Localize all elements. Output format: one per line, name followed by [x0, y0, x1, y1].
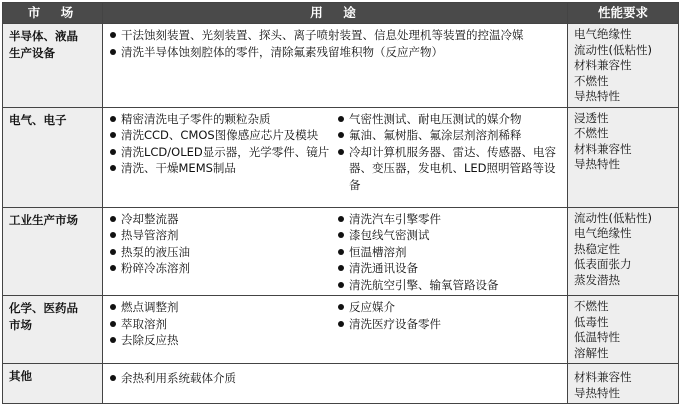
performance-item: 低毒性 [574, 314, 609, 329]
market-cell [3, 207, 103, 296]
performance-item: 材料兼容性 [574, 58, 632, 72]
use-item: 清洗通讯设备 [337, 260, 565, 277]
use-item: 精密清洗电子零件的颗粒杂质 [109, 111, 337, 128]
use-item: 清洗半导体蚀刻腔体的零件，清除氟素残留堆积物（反应产物） [109, 44, 565, 61]
performance-cell [568, 24, 679, 108]
header-performance: 性能要求 [568, 3, 679, 24]
market-text: 电气、电子 [9, 112, 67, 127]
performance-item: 电气绝缘性 [574, 226, 632, 240]
use-item: 萃取溶剂 [109, 316, 337, 333]
use-item: 反应媒介 [337, 299, 565, 316]
use-column-right [337, 299, 565, 349]
performance-item: 导热特性 [574, 89, 620, 103]
use-item: 清洗CCD、CMOS图像感应芯片及模块 [109, 127, 337, 144]
table-row [3, 107, 679, 207]
table-row [3, 207, 679, 296]
performance-cell [568, 207, 679, 296]
market-text: 生产设备 [9, 46, 55, 60]
table-row [3, 296, 679, 364]
use-column-right [337, 211, 565, 294]
performance-item: 不燃性 [574, 299, 609, 313]
use-cell [103, 107, 568, 207]
use-column-left [109, 299, 337, 349]
use-cell [103, 24, 568, 108]
use-item: 余热利用系统载体介质 [109, 370, 565, 387]
performance-item: 导热特性 [574, 157, 620, 171]
market-cell [3, 364, 103, 404]
header-use: 用 途 [103, 3, 568, 24]
use-item: 冷却整流器 [109, 211, 337, 228]
performance-item: 低温特性 [574, 330, 620, 344]
use-item: 热导管溶剂 [109, 227, 337, 244]
performance-item: 流动性(低粘性) [574, 42, 652, 57]
header-row [3, 3, 679, 24]
performance-cell [568, 107, 679, 207]
market-cell [3, 24, 103, 108]
use-item: 氟油、氟树脂、氟涂层剂溶剂稀释 [337, 127, 565, 144]
performance-item: 不燃性 [574, 73, 609, 88]
use-item: 燃点调整剂 [109, 299, 337, 316]
use-item: 清洗汽车引擎零件 [337, 211, 565, 228]
table-row [3, 24, 679, 108]
performance-item: 浸透性 [574, 110, 609, 125]
use-item: 清洗医疗设备零件 [337, 316, 565, 333]
table-row [3, 364, 679, 404]
use-cell [103, 364, 568, 404]
use-item: 热泵的液压油 [109, 244, 337, 261]
performance-cell [568, 364, 679, 404]
market-text: 其他 [9, 369, 32, 383]
performance-item: 不燃性 [574, 126, 609, 140]
performance-item: 材料兼容性 [574, 141, 632, 156]
use-item: 清洗航空引擎、输氧管路设备 [337, 277, 565, 294]
market-text: 工业生产市场 [9, 212, 78, 227]
market-cell [3, 107, 103, 207]
market-text: 半导体、液晶 [9, 29, 78, 43]
market-text: 化学、医药品 [9, 301, 78, 315]
use-item: 冷却计算机服务器、雷达、传感器、电容器、变压器，发电机、LED照明管路等设备 [337, 144, 565, 194]
header-market: 市 场 [3, 3, 103, 24]
use-item: 气密性测试、耐电压测试的媒介物 [337, 111, 565, 128]
performance-item: 导热特性 [574, 385, 620, 400]
applications-table [2, 2, 679, 404]
market-text: 市场 [9, 318, 32, 332]
use-item: 恒温槽溶剂 [337, 244, 565, 261]
use-item: 漆包线气密测试 [337, 227, 565, 244]
performance-item: 电气绝缘性 [574, 27, 632, 41]
performance-item: 材料兼容性 [574, 370, 632, 384]
performance-cell [568, 296, 679, 364]
use-item: 清洗、干燥MEMS制品 [109, 160, 337, 177]
use-column-left [109, 211, 337, 294]
use-cell [103, 207, 568, 296]
market-cell [3, 296, 103, 364]
performance-item: 蒸发潜热 [574, 272, 620, 287]
performance-item: 热稳定性 [574, 241, 620, 256]
use-item: 粉碎冷冻溶剂 [109, 260, 337, 277]
performance-item: 流动性(低粘性) [574, 210, 652, 225]
use-column-right [337, 111, 565, 194]
use-item: 清洗LCD/OLED显示器，光学零件、镜片 [109, 144, 337, 161]
use-item: 干法蚀刻装置、光刻装置、探头、离子喷射装置、信息处理机等装置的控温冷媒 [109, 27, 565, 44]
use-item: 去除反应热 [109, 332, 337, 349]
use-cell [103, 296, 568, 364]
performance-item: 低表面张力 [574, 257, 632, 271]
use-column-left [109, 111, 337, 194]
performance-item: 溶解性 [574, 345, 609, 360]
